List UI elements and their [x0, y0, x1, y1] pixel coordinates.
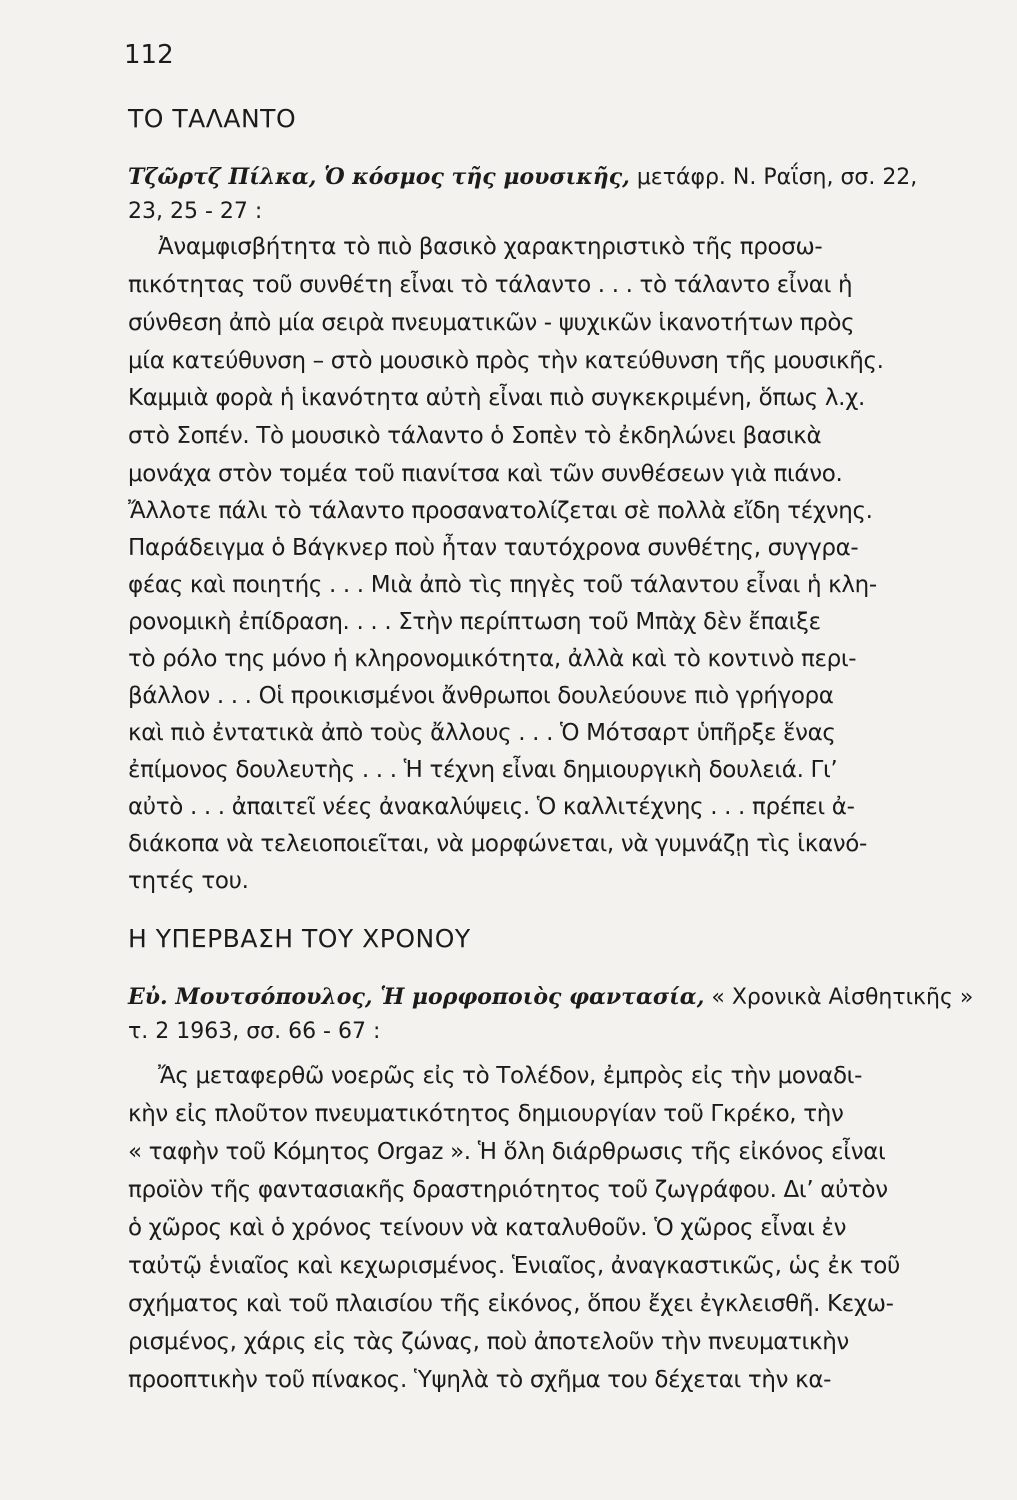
quote-line: προϊὸν τῆς φαντασιακῆς δραστηριότητος τοῦ ζωγράφου. Δι’ αὐτὸν: [128, 1177, 888, 1203]
quote-line: Ἄς μεταφερθῶ νοερῶς εἰς τὸ Τολέδον, ἐμπρὸς εἰς τὴν μοναδι-: [158, 1063, 863, 1089]
quote-line: ρονομικὴ ἐπίδραση. . . . Στὴν περίπτωση τοῦ Μπὰχ δὲν ἔπαιξε: [128, 609, 821, 635]
quote-line: Καμμιὰ φορὰ ἡ ἱκανότητα αὐτὴ εἶναι πιὸ συγκεκριμένη, ὅπως λ.χ.: [128, 385, 866, 411]
quote-line: προοπτικὴν τοῦ πίνακος. Ὑψηλὰ τὸ σχῆμα του δέχεται τὴν κα-: [128, 1367, 832, 1393]
quote-line: μονάχα στὸν τομέα τοῦ πιανίτσα καὶ τῶν συνθέσεων γιὰ πιάνο.: [128, 461, 843, 487]
citation-pages: 23, 25 - 27 :: [128, 199, 263, 224]
quote-line: « ταφὴν τοῦ Κόμητος Orgaz ». Ἡ ὅλη διάρθρωσις τῆς εἰκόνος εἶναι: [128, 1139, 886, 1165]
quote-line: στὸ Σοπέν. Τὸ μουσικὸ τάλαντο ὁ Σοπὲν τὸ ἐκδηλώνει βασικὰ: [128, 423, 822, 449]
quote-line: ρισμένος, χάρις εἰς τὰς ζώνας, ποὺ ἀποτελοῦν τὴν πνευματικὴν: [128, 1329, 849, 1355]
citation-moutsopoulos: [128, 980, 974, 1049]
section-heading-transcendence: Η ΥΠΕΡΒΑΣΗ ΤΟΥ ΧΡΟΝΟΥ: [128, 924, 471, 953]
quote-line: διάκοπα νὰ τελειοποιεῖται, νὰ μορφώνεται, νὰ γυμνάζῃ τὶς ἱκανό-: [128, 831, 867, 857]
quote-line: Ἄλλοτε πάλι τὸ τάλαντο προσανατολίζεται σὲ πολλὰ εἴδη τέχνης.: [128, 498, 873, 524]
quote-line: καὶ πιὸ ἐντατικὰ ἀπὸ τοὺς ἄλλους . . . Ὁ Μότσαρτ ὑπῆρξε ἕνας: [128, 720, 836, 746]
quote-line: μία κατεύθυνση – στὸ μουσικὸ πρὸς τὴν κατεύθυνση τῆς μουσικῆς.: [128, 348, 884, 374]
quote-line: κὴν εἰς πλοῦτον πνευματικότητος δημιουργίαν τοῦ Γκρέκο, τὴν: [128, 1101, 844, 1127]
quote-line: σύνθεση ἀπὸ μία σειρὰ πνευματικῶν - ψυχικῶν ἱκανοτήτων πρὸς: [128, 310, 855, 336]
quote-line: βάλλον . . . Οἱ προικισμένοι ἄνθρωποι δουλεύουνε πιὸ γρήγορα: [128, 683, 834, 709]
quote-line: φέας καὶ ποιητής . . . Μιὰ ἀπὸ τὶς πηγὲς τοῦ τάλαντου εἶναι ἡ κλη-: [128, 572, 877, 598]
quote-line: πικότητας τοῦ συνθέτη εἶναι τὸ τάλαντο . . . τὸ τάλαντο εἶναι ἡ: [128, 272, 853, 298]
quote-line: αὐτὸ . . . ἀπαιτεῖ νέες ἀνακαλύψεις. Ὁ καλλιτέχνης . . . πρέπει ἀ-: [128, 794, 855, 820]
quote-line: σχήματος καὶ τοῦ πλαισίου τῆς εἰκόνος, ὅπου ἔχει ἐγκλεισθῆ. Κεχω-: [128, 1291, 894, 1317]
citation-details: « Χρονικὰ Αἰσθητικῆς »: [711, 985, 974, 1010]
quote-line: τητές του.: [128, 868, 249, 894]
citation-author-title: Εὐ. Μουτσόπουλος, Ἡ μορφοποιὸς φαντασία,: [128, 984, 705, 1010]
quote-line: Παράδειγμα ὁ Βάγκνερ ποὺ ἦταν ταυτόχρονα συνθέτης, συγγρα-: [128, 535, 859, 561]
citation-pilka: [128, 160, 974, 229]
quote-line: Ἀναμφισβήτητα τὸ πιὸ βασικὸ χαρακτηριστικὸ τῆς προσω-: [158, 234, 823, 260]
section-heading-talent: ΤΟ ΤΑΛΑΝΤΟ: [128, 104, 297, 133]
citation-author-title: Τζῶρτζ Πίλκα, Ὁ κόσμος τῆς μουσικῆς,: [128, 164, 630, 190]
quote-line: ὁ χῶρος καὶ ὁ χρόνος τείνουν νὰ καταλυθοῦν. Ὁ χῶρος εἶναι ἐν: [128, 1215, 847, 1241]
page-number: 112: [124, 40, 174, 70]
quote-line: τὸ ρόλο της μόνο ἡ κληρονομικότητα, ἀλλὰ καὶ τὸ κοντινὸ περι-: [128, 646, 857, 672]
quote-line: ταὐτῷ ἑνιαῖος καὶ κεχωρισμένος. Ἑνιαῖος, ἀναγκαστικῶς, ὡς ἐκ τοῦ: [128, 1253, 900, 1279]
citation-pages: τ. 2 1963, σσ. 66 - 67 :: [128, 1019, 381, 1044]
quote-line: ἐπίμονος δουλευτὴς . . . Ἡ τέχνη εἶναι δημιουργικὴ δουλειά. Γι’: [128, 757, 838, 783]
citation-details: μετάφρ. Ν. Ραΐση, σσ. 22,: [636, 165, 918, 190]
